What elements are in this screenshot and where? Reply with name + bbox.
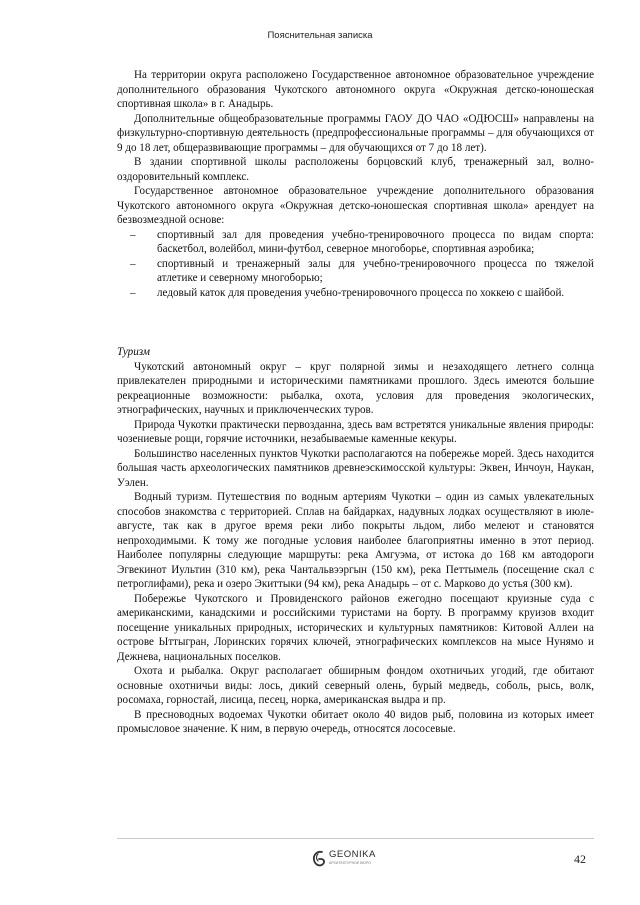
- logo-name: GEONIKA: [329, 849, 376, 860]
- dash-bullet: –: [130, 286, 136, 299]
- paragraph: В здании спортивной школы расположены борцовский клуб, тренажерный зал, волно-оздоровительный комплекс.: [117, 156, 594, 183]
- footer-divider: [117, 838, 594, 839]
- list-item-text: спортивный зал для проведения учебно-тренировочного процесса по видам спорта: баскетбол, волейбол, мини-футбол, северное многоборье, спортивная аэробика;: [157, 228, 594, 255]
- list-item-text: ледовый каток для проведения учебно-тренировочного процесса по хоккею с шайбой.: [157, 286, 565, 299]
- list-item-text: спортивный и тренажерный залы для учебно-тренировочного процесса по тяжелой атлетике и северному многоборью;: [157, 257, 594, 284]
- paragraph: Природа Чукотки практически первозданна, здесь вам встретятся уникальные явления природы: чозениевые рощи, горячие источники, незабываемые каменные кекуры.: [117, 418, 594, 445]
- section-heading-tourism: Туризм: [117, 346, 150, 358]
- paragraph: Большинство населенных пунктов Чукотки располагаются на побережье морей. Здесь находится большая часть археологических памятников древнеэскимосской культуры: Эквен, Инчоун, Наукан, Уэлен.: [117, 447, 594, 489]
- paragraph: В пресноводных водоемах Чукотки обитает около 40 видов рыб, половина из которых имеет промысловое значение. К ним, в первую очередь, относятся лососевые.: [117, 708, 594, 735]
- paragraph: Дополнительные общеобразовательные программы ГАОУ ДО ЧАО «ОДЮСШ» направлены на физкультурно-спортивную деятельность (предпрофессиональные программы – для обучающихся от 9 до 18 лет, общеразвивающие программы – для обучающихся от 7 до 18 лет).: [117, 112, 594, 154]
- paragraph: Водный туризм. Путешествия по водным артериям Чукотки – один из самых увлекательных способов знакомства с территорией. Сплав на байдарках, надувных лодках осуществляют в июле-августе, так как в другое время реки либо покрыты льдом, либо мелеют и становятся непроходимыми. К тому же погодные условия наиболее благоприятны именно в этот период. Наиболее популярны следующие маршруты: река Амгуэма, от истока до 168 км автодороги Эгвекинот Иультин (310 км), река Чантальвээргын (150 км), река Петтымель (посещение скал с петроглифами), река и озеро Экиттыки (94 км), река Анадырь – от с. Марково до устья (300 км).: [117, 491, 594, 590]
- paragraph: Охота и рыбалка. Округ располагает обширным фондом охотничьих угодий, где обитают основные охотничьи виды: лось, дикий северный олень, бурый медведь, соболь, рысь, волк, росомаха, горностай, лисица, песец, норка, американская выдра и пр.: [117, 665, 594, 706]
- paragraph: Государственное автономное образовательное учреждение дополнительного образования Чукотского автономного округа «Окружная детско-юношеская спортивная школа» арендует на безвозмездной основе:: [117, 185, 594, 226]
- page-number: 42: [574, 852, 586, 866]
- list-item: [130, 286, 594, 301]
- paragraph: На территории округа расположено Государственное автономное образовательное учреждение дополнительного образования Чукотского автономного округа «Окружная детско-юношеская спортивная школа» в г. Анадырь.: [117, 69, 594, 110]
- paragraph: Чукотский автономный округ – круг полярной зимы и незаходящего летнего солнца привлекателен природными и историческими памятниками прошлого. Здесь имеются большие рекреационные возможности: рыбалка, охота, условия для проведения экологических, этнографических, научных и приключенческих туров.: [117, 360, 594, 416]
- dash-bullet: –: [130, 257, 136, 270]
- paragraph: Побережье Чукотского и Провиденского районов ежегодно посещают круизные суда с американскими, канадскими и российскими туристами на борту. В программу круизов входит посещение уникальных природных, исторических и культурных памятников: Китовой Аллеи на острове Ыттыгран, Лоринских горячих ключей, этнографических комплексов на мысе Нунямо и Дежнева, национальных поселков.: [117, 592, 594, 663]
- geonika-logo: [312, 849, 376, 879]
- facility-list: [117, 228, 594, 301]
- dash-bullet: –: [130, 228, 136, 241]
- logo-subtitle: АРХИТЕКТУРНОЕ БЮРО: [329, 861, 371, 865]
- page-header: Пояснительная записка: [267, 30, 373, 41]
- geonika-logo-icon: [312, 849, 326, 869]
- document-body: [117, 68, 594, 737]
- list-item: [130, 228, 594, 257]
- list-item: [130, 257, 594, 286]
